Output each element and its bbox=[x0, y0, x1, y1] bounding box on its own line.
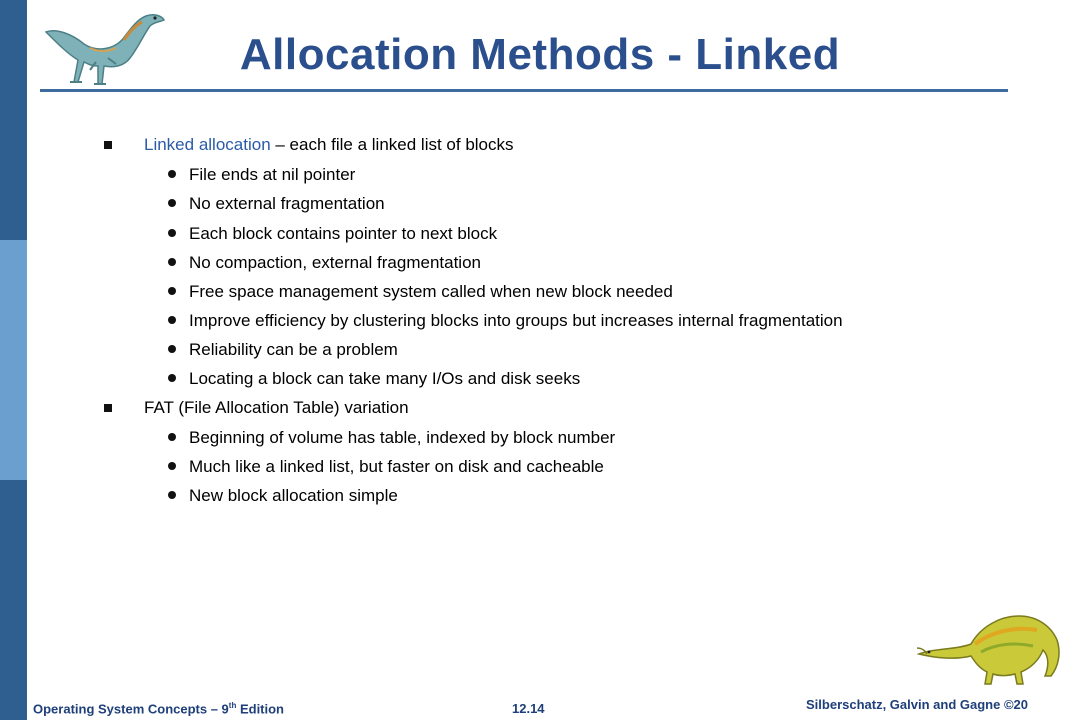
bullet-highlight: Linked allocation bbox=[144, 135, 271, 154]
sub-bullet-text: No compaction, external fragmentation bbox=[189, 253, 481, 272]
round-bullet-icon bbox=[168, 287, 176, 295]
sub-bullet-text: File ends at nil pointer bbox=[189, 165, 356, 184]
round-bullet-icon bbox=[168, 258, 176, 266]
round-bullet-icon bbox=[168, 170, 176, 178]
bullet-fat-variation bbox=[144, 398, 409, 418]
footer-copyright: Silberschatz, Galvin and Gagne ©20 bbox=[806, 697, 1028, 712]
sub-bullet bbox=[189, 282, 673, 302]
sub-bullet bbox=[189, 253, 481, 273]
bullet-text: FAT (File Allocation Table) variation bbox=[144, 398, 409, 417]
footer-page-number: 12.14 bbox=[512, 701, 545, 716]
sidebar-stripe-bottom bbox=[0, 480, 27, 720]
slide-title: Allocation Methods - Linked bbox=[239, 30, 841, 79]
sub-bullet bbox=[189, 165, 355, 185]
sub-bullet bbox=[189, 311, 843, 331]
sub-bullet-text: Locating a block can take many I/Os and disk seeks bbox=[189, 369, 581, 388]
sub-bullet-text: Improve efficiency by clustering blocks into groups but increases internal fragmentation bbox=[189, 311, 843, 330]
sub-bullet bbox=[189, 457, 604, 477]
round-bullet-icon bbox=[168, 462, 176, 470]
round-bullet-icon bbox=[168, 433, 176, 441]
left-sidebar-decoration bbox=[0, 0, 27, 720]
round-bullet-icon bbox=[168, 316, 176, 324]
round-bullet-icon bbox=[168, 374, 176, 382]
footer-book-title bbox=[33, 701, 284, 716]
sub-bullet bbox=[189, 194, 385, 214]
sub-bullet bbox=[189, 340, 398, 360]
sub-bullet-text: Beginning of volume has table, indexed by block number bbox=[189, 428, 616, 447]
sub-bullet-text: Reliability can be a problem bbox=[189, 340, 398, 359]
round-bullet-icon bbox=[168, 345, 176, 353]
sub-bullet bbox=[189, 224, 497, 244]
round-bullet-icon bbox=[168, 229, 176, 237]
sub-bullet-text: Each block contains pointer to next block bbox=[189, 224, 498, 243]
sub-bullet bbox=[189, 369, 580, 389]
sub-bullet bbox=[189, 428, 615, 448]
footer-book-sup: th bbox=[228, 701, 237, 710]
sub-bullet-text: Much like a linked list, but faster on disk and cacheable bbox=[189, 457, 604, 476]
square-bullet-icon bbox=[104, 404, 112, 412]
bullet-linked-allocation bbox=[144, 135, 514, 155]
footer-book-prefix: Operating System Concepts – 9 bbox=[33, 701, 229, 717]
square-bullet-icon bbox=[104, 141, 112, 149]
sub-bullet-text: No external fragmentation bbox=[189, 194, 385, 213]
sub-bullet-text: New block allocation simple bbox=[189, 486, 398, 505]
sub-bullet bbox=[189, 486, 398, 506]
sidebar-stripe-middle bbox=[0, 240, 27, 480]
round-bullet-icon bbox=[168, 199, 176, 207]
footer-book-suffix: Edition bbox=[236, 701, 285, 717]
title-divider bbox=[40, 89, 1008, 92]
round-bullet-icon bbox=[168, 491, 176, 499]
sub-bullet-text: Free space management system called when new block needed bbox=[189, 282, 673, 301]
dinosaur-corner-icon bbox=[915, 592, 1065, 687]
bullet-text: – each file a linked list of blocks bbox=[270, 135, 514, 154]
